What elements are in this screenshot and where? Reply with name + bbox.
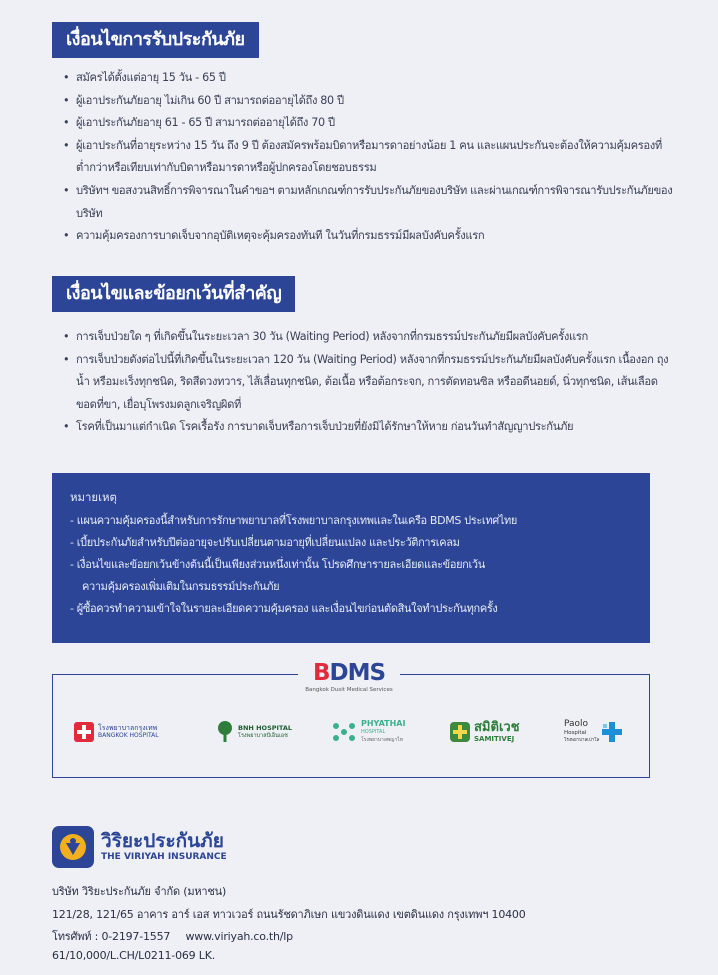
- brand-english: THE VIRIYAH INSURANCE: [101, 852, 227, 862]
- samitivej-icon: [450, 722, 470, 742]
- note-item: - เบี้ยประกันภัยสำหรับปีต่ออายุจะปรับเปลี่ยนตามอายุที่เปลี่ยนแปลง และประวัติการเคลม: [70, 536, 460, 549]
- company-address: 121/28, 121/65 อาคาร อาร์ เอส ทาวเวอร์ ถนนรัชดาภิเษก แขวงดินแดง เขตดินแดง กรุงเทพฯ 10400: [52, 908, 526, 921]
- document-code: 61/10,000/L.CH/L0211-069 LK.: [52, 949, 216, 962]
- conditions-list: [62, 67, 674, 248]
- bdms-logo: BDMS Bangkok Dusit Medical Services: [298, 660, 400, 696]
- note-item: ความคุ้มครองเพิ่มเติมในกรมธรรม์ประกันภัย: [82, 580, 280, 593]
- list-item: • ความคุ้มครองการบาดเจ็บจากอุบัติเหตุจะคุ้มครองทันที ในวันที่กรมธรรม์มีผลบังคับครั้งแรก: [62, 225, 674, 248]
- list-item: • ผู้เอาประกันภัยอายุ 61 - 65 ปี สามารถต่ออายุได้ถึง 70 ปี: [62, 112, 674, 135]
- list-item: • ผู้เอาประกันที่อายุระหว่าง 15 วัน ถึง 9 ปี ต้องสมัครพร้อมบิดาหรือมารดาอย่างน้อย 1 คน และแผนประกันจะต้องให้ความคุ้มครองที่ต่ำกว่าหรือเทียบเท่ากับบิดาหรือมารดาหรือผู้ปกครองโดยชอบธรรม: [62, 135, 674, 180]
- bangkok-hospital-logo: โรงพยาบาลกรุงเทพ BANGKOK HOSPITAL: [74, 712, 159, 752]
- list-item: • ผู้เอาประกันภัยอายุ ไม่เกิน 60 ปี สามารถต่ออายุได้ถึง 80 ปี: [62, 90, 674, 113]
- note-item: - ผู้ซื้อควรทำความเข้าใจในรายละเอียดความคุ้มครอง และเงื่อนไขก่อนตัดสินใจทำประกันทุกครั้ง: [70, 602, 498, 615]
- bnh-hospital-logo: BNH HOSPITAL โรงพยาบาลบีเอ็นเอช: [215, 712, 292, 752]
- note-item: - แผนความคุ้มครองนี้สำหรับการรักษาพยาบาลที่โรงพยาบาลกรุงเทพและในเครือ BDMS ประเทศไทย: [70, 514, 518, 527]
- contact-line: [52, 927, 293, 945]
- paolo-cross-icon: [599, 720, 625, 744]
- list-item: • บริษัทฯ ขอสงวนสิทธิ์การพิจารณาในคำขอฯ ตามหลักเกณฑ์การรับประกันภัยของบริษัท และผ่านเกณฑ์การพิจารณารับประกันภัยของบริษัท: [62, 180, 674, 225]
- bangkok-hospital-icon: [74, 722, 94, 742]
- brand-thai: วิริยะประกันภัย: [101, 830, 224, 852]
- list-item: • โรคที่เป็นมาแต่กำเนิด โรคเรื้อรัง การบาดเจ็บหรือการเจ็บป่วยที่ยังมิได้รักษาให้หาย ก่อนวันทำสัญญาประกันภัย: [62, 416, 674, 439]
- bnh-tree-icon: [215, 720, 235, 744]
- note-box: [52, 473, 650, 643]
- list-item: • การเจ็บป่วยดังต่อไปนี้ที่เกิดขึ้นในระยะเวลา 120 วัน (Waiting Period) หลังจากที่กรมธรรม์ประกันภัยมีผลบังคับครั้งแรก เนื้องอก ถุงน้ำ หรือมะเร็งทุกชนิด, ริดสีดวงทวาร, ไส้เลื่อนทุกชนิด, ต้อเนื้อ หรือต้อกระจก, การตัดทอนซิล หรืออดีนอยด์, นิ่วทุกชนิด, เส้นเลือดขอดที่ขา, เยื่อบุโพรงมดลูกเจริญผิดที่: [62, 349, 674, 417]
- company-name: บริษัท วิริยะประกันภัย จำกัด (มหาชน): [52, 885, 227, 898]
- website-link[interactable]: www.viriyah.co.th/lp: [185, 930, 293, 943]
- samitivej-hospital-logo: สมิติเวช SAMITIVEJ: [450, 712, 520, 752]
- note-title: หมายเหตุ: [70, 490, 117, 504]
- section-title-exclusions: เงื่อนไขและข้อยกเว้นที่สำคัญ: [52, 276, 295, 312]
- phyathai-icon: [330, 720, 358, 744]
- paolo-hospital-logo: Paolo Hospital โรงพยาบาลเปาโล: [564, 712, 625, 752]
- section-title-conditions: เงื่อนไขการรับประกันภัย: [52, 22, 259, 58]
- list-item: • การเจ็บป่วยใด ๆ ที่เกิดขึ้นในระยะเวลา 30 วัน (Waiting Period) หลังจากที่กรมธรรม์ประกันภัยมีผลบังคับครั้งแรก: [62, 326, 674, 349]
- exclusions-list: [62, 326, 674, 439]
- phone: โทรศัพท์ : 0-2197-1557: [52, 930, 171, 943]
- list-item: • สมัครได้ตั้งแต่อายุ 15 วัน - 65 ปี: [62, 67, 674, 90]
- phyathai-hospital-logo: PHYATHAI HOSPITAL โรงพยาบาลพญาไท: [330, 712, 405, 752]
- note-item: - เงื่อนไขและข้อยกเว้นข้างต้นนี้เป็นเพียงส่วนหนึ่งเท่านั้น โปรดศึกษารายละเอียดและข้อยกเว้น: [70, 558, 485, 571]
- viriyah-emblem-icon: [52, 826, 94, 868]
- viriyah-logo: [52, 826, 227, 868]
